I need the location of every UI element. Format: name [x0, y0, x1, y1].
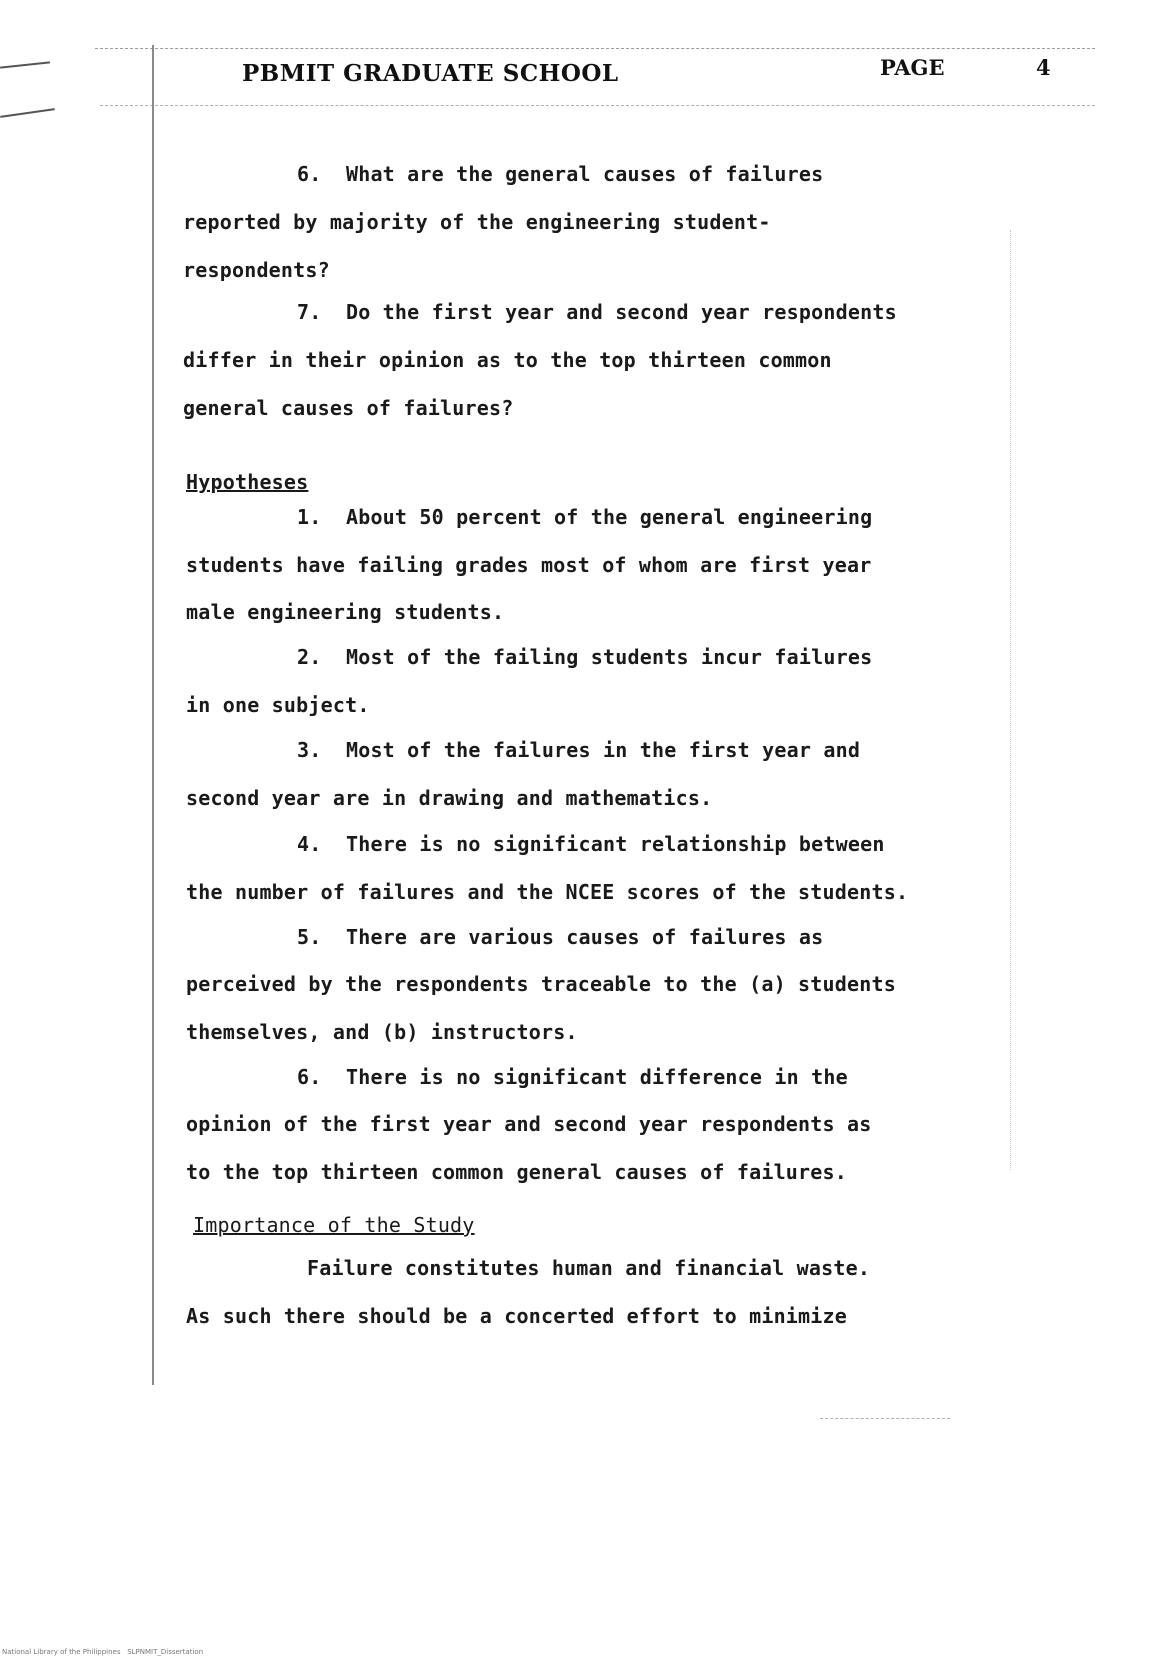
body-line: in one subject. — [186, 693, 370, 717]
scan-artifact-mark — [0, 61, 50, 68]
body-line: to the top thirteen common general causes of failures. — [186, 1160, 848, 1184]
body-line: reported by majority of the engineering student- — [183, 210, 771, 234]
body-line: second year are in drawing and mathematics. — [186, 786, 713, 810]
right-margin-marks — [1010, 230, 1011, 1170]
body-line: Failure constitutes human and financial waste. — [307, 1256, 871, 1280]
page-number: 4 — [1036, 55, 1051, 80]
scan-artifact-mark — [0, 108, 55, 118]
body-line: general causes of failures? — [183, 396, 514, 420]
bottom-scan-mark — [820, 1418, 950, 1419]
header-rule-top — [95, 48, 1095, 49]
footer-code: SLPNMIT_Dissertation — [127, 1648, 204, 1656]
body-line: respondents? — [183, 258, 330, 282]
school-name: PBMIT GRADUATE SCHOOL — [242, 60, 619, 87]
body-line: 6. There is no significant difference in the — [297, 1065, 848, 1089]
body-line: opinion of the first year and second year respondents as — [186, 1112, 872, 1136]
body-line: themselves, and (b) instructors. — [186, 1020, 578, 1044]
footer-text — [2, 1648, 203, 1656]
body-line: differ in their opinion as to the top thirteen common — [183, 348, 832, 372]
footer-library: National Library of the Philippines — [2, 1648, 121, 1656]
body-line: 3. Most of the failures in the first year and — [297, 738, 861, 762]
body-line: students have failing grades most of whom are first year — [186, 553, 872, 577]
section-heading-importance: Importance of the Study — [193, 1213, 475, 1237]
body-line: 7. Do the first year and second year respondents — [297, 300, 897, 324]
body-line: 4. There is no significant relationship between — [297, 832, 885, 856]
body-line: 6. What are the general causes of failures — [297, 162, 824, 186]
body-line: 2. Most of the failing students incur failures — [297, 645, 873, 669]
body-line: perceived by the respondents traceable to the (a) students — [186, 972, 896, 996]
header-rule-bottom — [100, 105, 1095, 106]
section-heading-hypotheses: Hypotheses — [186, 470, 309, 494]
page-label: PAGE — [880, 55, 945, 80]
body-line: 5. There are various causes of failures as — [297, 925, 824, 949]
body-line: 1. About 50 percent of the general engineering — [297, 505, 873, 529]
body-line: male engineering students. — [186, 600, 505, 624]
body-line: the number of failures and the NCEE scores of the students. — [186, 880, 909, 904]
left-margin-line — [152, 45, 154, 1385]
body-line: As such there should be a concerted effort to minimize — [186, 1304, 848, 1328]
